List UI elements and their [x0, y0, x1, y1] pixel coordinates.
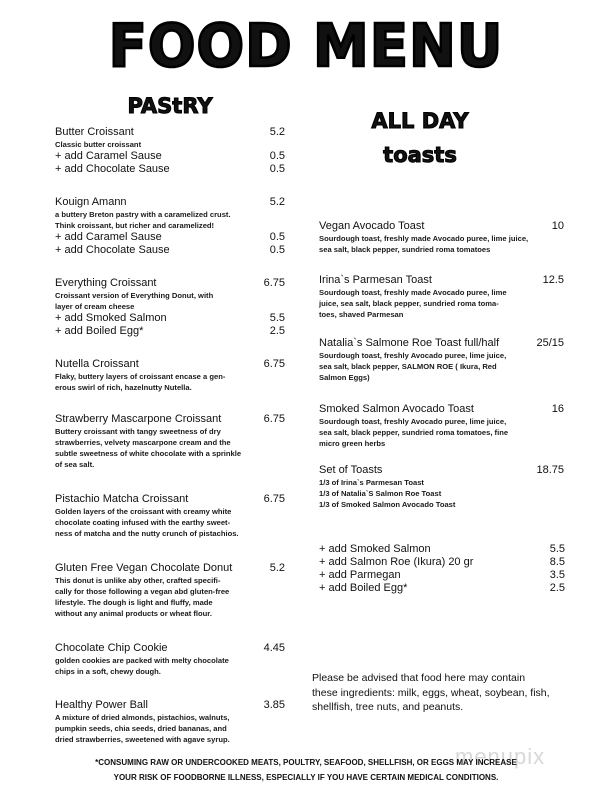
item-header [319, 220, 564, 233]
item-description: without any animal products or wheat flour. [55, 609, 212, 618]
item-header [319, 337, 564, 350]
addon-row [319, 569, 565, 582]
item-description: micro green herbs [319, 439, 386, 448]
menu-item [55, 413, 285, 470]
item-description: chips in a soft, chewy dough. [55, 667, 161, 676]
menu-item [319, 464, 564, 510]
addon-row [55, 312, 285, 325]
item-description: This donut is unlike aby other, crafted specifi- [55, 576, 221, 585]
item-name: Vegan Avocado Toast [319, 220, 425, 232]
item-header [55, 277, 285, 290]
addon-row [319, 543, 565, 556]
item-description: golden cookies are packed with melty chocolate [55, 656, 229, 665]
item-header [319, 464, 564, 477]
item-name: Nutella Croissant [55, 358, 139, 370]
addon-row [55, 150, 285, 163]
item-description: Croissant version of Everything Donut, with [55, 291, 214, 300]
item-price: 25/15 [536, 337, 564, 349]
item-description: ness of matcha and the nutty crunch of pistachios. [55, 529, 239, 538]
item-description: Salmon Eggs) [319, 373, 370, 382]
item-description: Sourdough toast, freshly Avocado puree, lime juice, [319, 417, 507, 426]
footer-disclaimer [0, 755, 612, 785]
item-price: 5.2 [269, 562, 285, 574]
item-description: a buttery Breton pastry with a caramelized crust. [55, 210, 231, 219]
footer-line: *CONSUMING RAW OR UNDERCOOKED MEATS, POULTRY, SEAFOOD, SHELLFISH, OR EGGS MAY INCREASE [95, 758, 517, 767]
addon-row [319, 556, 565, 569]
addon-price: 3.5 [549, 569, 565, 581]
menu-item [319, 220, 564, 255]
item-description: sea salt, black pepper, sundried roma tomatoes, fine [319, 428, 509, 437]
item-description: pumpkin seeds, chia seeds, dried bananas, and [55, 724, 227, 733]
item-name: Natalia`s Salmone Roe Toast full/half [319, 337, 500, 349]
item-description: Think croissant, but richer and caramelized! [55, 221, 215, 230]
item-description: 1/3 of Smoked Salmon Avocado Toast [319, 500, 456, 509]
menu-item [55, 699, 285, 745]
toast-addons [319, 543, 565, 595]
item-name: Irina`s Parmesan Toast [319, 274, 432, 286]
item-header [55, 642, 285, 655]
item-name: Smoked Salmon Avocado Toast [319, 403, 474, 415]
menu-item [55, 562, 285, 619]
pastry-heading: PAStRY [127, 94, 213, 118]
addon-price: 2.5 [269, 325, 285, 337]
item-header [55, 126, 285, 139]
item-header [319, 403, 564, 416]
item-description: Sourdough toast, freshly made Avocado puree, lime [319, 288, 507, 297]
item-price: 5.2 [269, 196, 285, 208]
item-price: 6.75 [263, 277, 285, 289]
addon-label: + add Caramel Sause [55, 150, 162, 162]
addon-label: + add Caramel Sause [55, 231, 162, 243]
item-name: Chocolate Chip Cookie [55, 642, 168, 654]
addon-label: + add Salmon Roe (Ikura) 20 gr [319, 556, 474, 568]
menu-item [55, 642, 285, 677]
item-name: Set of Toasts [319, 464, 383, 476]
addon-price: 5.5 [549, 543, 565, 555]
menu-title: FOOD MENU [108, 12, 504, 81]
item-price: 18.75 [536, 464, 564, 476]
addon-row [55, 325, 285, 338]
addon-label: + add Parmegan [319, 569, 401, 581]
item-description: juice, sea salt, black pepper, sundried roma toma- [319, 299, 499, 308]
item-price: 16 [551, 403, 564, 415]
addon-row [319, 582, 565, 595]
item-price: 3.85 [263, 699, 285, 711]
item-description: Buttery croissant with tangy sweetness of dry [55, 427, 221, 436]
addon-label: + add Chocolate Sause [55, 244, 170, 256]
item-name: Gluten Free Vegan Chocolate Donut [55, 562, 233, 574]
item-description: subtle sweetness of white chocolate with a sprinkle [55, 449, 242, 458]
item-description: lifestyle. The dough is light and fluffy, made [55, 598, 213, 607]
menu-item [55, 196, 285, 257]
notice-line: these ingredients: milk, eggs, wheat, soybean, fish, [312, 686, 550, 699]
item-description: erous swirl of rich, hazelnutty Nutella. [55, 383, 192, 392]
item-price: 6.75 [263, 358, 285, 370]
notice-line: shellfish, tree nuts, and peanuts. [312, 701, 464, 713]
addon-price: 8.5 [549, 556, 565, 568]
item-description: cally for those following a vegan abd gluten-free [55, 587, 230, 596]
item-price: 12.5 [542, 274, 564, 286]
item-description: sea salt, black pepper, SALMON ROE ( Ikura, Red [319, 362, 497, 371]
item-description: Sourdough toast, freshly Avocado puree, lime juice, [319, 351, 507, 360]
item-description: sea salt, black pepper, sundried roma tomatoes [319, 245, 491, 254]
item-price: 6.75 [263, 413, 285, 425]
addon-price: 0.5 [269, 150, 285, 162]
addon-row [55, 244, 285, 257]
item-description: A mixture of dried almonds, pistachios, walnuts, [55, 713, 230, 722]
addon-label: + add Smoked Salmon [55, 312, 167, 324]
item-description: Sourdough toast, freshly made Avocado puree, lime juice, [319, 234, 529, 243]
addon-label: + add Boiled Egg* [319, 582, 408, 594]
addon-price: 0.5 [269, 163, 285, 175]
item-description: Classic butter croissant [55, 140, 142, 149]
addon-label: + add Smoked Salmon [319, 543, 431, 555]
addon-row [55, 231, 285, 244]
menu-item [319, 403, 564, 449]
item-name: Pistachio Matcha Croissant [55, 493, 189, 505]
item-name: Healthy Power Ball [55, 699, 148, 711]
item-name: Strawberry Mascarpone Croissant [55, 413, 222, 425]
item-header [319, 274, 564, 287]
item-header [55, 413, 285, 426]
item-name: Kouign Amann [55, 196, 127, 208]
item-description: 1/3 of Irina`s Parmesan Toast [319, 478, 424, 487]
item-price: 6.75 [263, 493, 285, 505]
item-description: toes, shaved Parmesan [319, 310, 404, 319]
addon-price: 5.5 [269, 312, 285, 324]
item-price: 5.2 [269, 126, 285, 138]
footer-line: YOUR RISK OF FOODBORNE ILLNESS, ESPECIALLY IF YOU HAVE CERTAIN MEDICAL CONDITIONS. [113, 773, 499, 782]
item-header [55, 196, 285, 209]
item-description: 1/3 of Natalia`S Salmon Roe Toast [319, 489, 442, 498]
menu-item [319, 337, 564, 383]
toasts-heading-line: toasts [383, 143, 457, 167]
menu-item [55, 126, 285, 176]
item-description: of sea salt. [55, 460, 95, 469]
menu-item [55, 358, 285, 393]
item-description: layer of cream cheese [55, 302, 135, 311]
addon-row [55, 163, 285, 176]
allergen-notice [312, 671, 550, 715]
toasts-heading-line: ALL DAY [371, 109, 469, 133]
addon-price: 0.5 [269, 244, 285, 256]
item-description: chocolate coating infused with the earthy sweet- [55, 518, 231, 527]
addon-label: + add Chocolate Sause [55, 163, 170, 175]
menu-item [319, 274, 564, 320]
notice-line: Please be advised that food here may contain [312, 672, 526, 684]
item-description: Flaky, buttery layers of croissant encase a gen- [55, 372, 226, 381]
addon-label: + add Boiled Egg* [55, 325, 144, 337]
item-price: 10 [551, 220, 564, 232]
item-name: Butter Croissant [55, 126, 134, 138]
item-description: strawberries, velvety mascarpone cream and the [55, 438, 231, 447]
toasts-heading [350, 104, 490, 172]
menu-item [55, 277, 285, 338]
item-header [55, 493, 285, 506]
item-description: dried strawberries, sweetened with agave syrup. [55, 735, 230, 744]
addon-price: 2.5 [549, 582, 565, 594]
item-header [55, 699, 285, 712]
item-header [55, 358, 285, 371]
addon-price: 0.5 [269, 231, 285, 243]
item-description: Golden layers of the croissant with creamy white [55, 507, 232, 516]
item-header [55, 562, 285, 575]
menu-item [55, 493, 285, 539]
item-price: 4.45 [263, 642, 285, 654]
watermark: menupix [455, 744, 546, 769]
item-name: Everything Croissant [55, 277, 157, 289]
